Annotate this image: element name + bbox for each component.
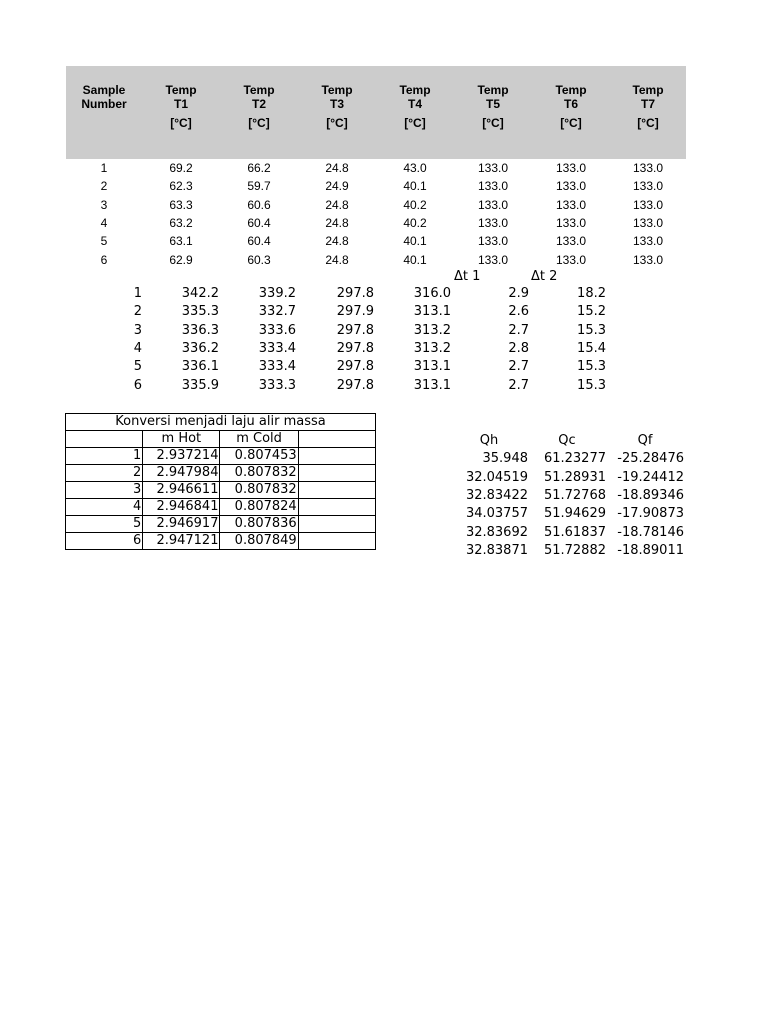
table-row [66,177,686,195]
cell: 60.4 [247,234,271,249]
cell: -18.89346 [617,488,684,504]
kelvin-delta-table [100,285,606,395]
cell: 313.1 [413,377,451,393]
cell: 0.807824 [220,499,298,516]
cell: 24.8 [325,252,349,267]
table-row [66,196,686,214]
cell: 133.0 [477,197,509,212]
cell [298,533,375,550]
table-row [100,303,606,321]
heat-q-table [450,432,684,560]
table-row [66,448,376,465]
cell: 342.2 [181,286,219,302]
table-row [100,285,606,303]
header-t6: Temp T6 [532,66,610,116]
cell: 6 [100,252,108,267]
cell: 133.0 [477,216,509,231]
table-row [66,516,376,533]
header-t4: Temp T4 [376,66,454,116]
table-row [100,376,606,394]
cell: 297.8 [336,359,374,375]
table-row [66,232,686,250]
cell: 133.0 [555,216,587,231]
cell: 63.1 [169,234,193,249]
cell: 63.3 [169,197,193,212]
cell: 333.4 [258,359,296,375]
cell: 0.807832 [220,482,298,499]
cell: 313.1 [413,304,451,320]
header-m-cold: m Cold [220,431,298,448]
cell [298,516,375,533]
cell: 51.61837 [543,524,606,540]
cell: 6 [66,533,143,550]
cell: 3 [66,482,143,499]
cell: 133.0 [632,161,664,176]
cell: 133.0 [555,234,587,249]
cell: 1 [133,286,142,302]
cell: 69.2 [169,161,193,176]
cell: 133.0 [477,179,509,194]
cell: -18.89011 [617,542,684,558]
cell [298,448,375,465]
table-row [66,533,376,550]
cell: 336.3 [181,322,219,338]
cell: 2.9 [508,286,529,302]
header-qf: Qf [637,433,653,449]
cell: 297.8 [336,341,374,357]
cell: 2.6 [508,304,529,320]
cell: 66.2 [247,161,271,176]
cell: 15.3 [577,322,606,338]
header-t7: Temp T7 [610,66,686,116]
cell: 32.83871 [465,542,528,558]
cell: 2.7 [508,322,529,338]
cell: 51.94629 [543,506,606,522]
cell [298,431,375,448]
cell: 133.0 [632,216,664,231]
header-qh: Qh [479,433,499,449]
cell: 0.807453 [220,448,298,465]
cell: 4 [66,499,143,516]
cell: -18.78146 [617,524,684,540]
table-row [66,465,376,482]
cell: 2.8 [508,341,529,357]
cell: 133.0 [632,252,664,267]
cell: 313.1 [413,359,451,375]
cell: 133.0 [477,234,509,249]
header-t2: Temp T2 [220,66,298,116]
cell: 62.9 [169,252,193,267]
cell [298,499,375,516]
mass-flow-table [65,413,376,550]
cell: 297.8 [336,286,374,302]
cell: 297.8 [336,377,374,393]
cell: 24.8 [325,197,349,212]
cell: 24.8 [325,161,349,176]
cell: 133.0 [555,197,587,212]
header-m-hot: m Hot [143,431,220,448]
cell: 1 [66,448,143,465]
cell: 32.04519 [465,469,528,485]
table-row [450,469,684,487]
cell: 133.0 [477,161,509,176]
cell: 6 [133,377,142,393]
cell: 2.946841 [143,499,220,516]
cell: 2.7 [508,377,529,393]
table-row [450,542,684,560]
header-sample: Sample Number [66,66,142,116]
cell: 2.946611 [143,482,220,499]
cell: 40.2 [403,216,427,231]
cell: 51.28931 [543,469,606,485]
cell [66,431,143,448]
header-t1: Temp T1 [142,66,220,116]
header-t3: Temp T3 [298,66,376,116]
header-t5: Temp T5 [454,66,532,116]
cell: 5 [133,359,142,375]
cell: 4 [100,216,108,231]
cell: 0.807849 [220,533,298,550]
cell: 15.2 [577,304,606,320]
cell: 133.0 [632,197,664,212]
cell [298,465,375,482]
cell: 133.0 [555,179,587,194]
cell: 60.6 [247,197,271,212]
cell: 333.4 [258,341,296,357]
unit-t6: [°C] [532,116,610,159]
cell: 40.1 [403,179,427,194]
table-row [66,482,376,499]
cell: 339.2 [258,286,296,302]
cell: 313.2 [413,322,451,338]
cell: 2 [100,179,108,194]
cell: 24.8 [325,234,349,249]
cell: 3 [100,197,108,212]
cell: 2.946917 [143,516,220,533]
cell: 62.3 [169,179,193,194]
unit-t2: [°C] [220,116,298,159]
cell: 15.3 [577,377,606,393]
cell: 133.0 [632,234,664,249]
cell [298,482,375,499]
cell: 0.807832 [220,465,298,482]
table-row [100,358,606,376]
cell: 133.0 [477,252,509,267]
cell: 0.807836 [220,516,298,533]
cell: 335.3 [181,304,219,320]
cell: 15.4 [577,341,606,357]
cell: -25.28476 [617,451,684,467]
cell: 2.937214 [143,448,220,465]
cell: 2 [66,465,143,482]
cell: 35.948 [482,451,528,467]
cell: 40.2 [403,197,427,212]
cell: -19.24412 [617,469,684,485]
cell: 43.0 [403,161,427,176]
cell: 51.72882 [543,542,606,558]
unit-t4: [°C] [376,116,454,159]
header-qc: Qc [558,433,576,449]
cell: 297.8 [336,322,374,338]
cell: 63.2 [169,216,193,231]
cell: 336.2 [181,341,219,357]
cell: 5 [66,516,143,533]
cell: -17.90873 [617,506,684,522]
cell: 60.3 [247,252,271,267]
table-row [450,523,684,541]
cell: 18.2 [577,286,606,302]
unit-t7: [°C] [610,116,686,159]
cell: 133.0 [555,252,587,267]
table-row [66,250,686,268]
cell: 1 [100,161,108,176]
cell: 34.03757 [465,506,528,522]
cell: 332.7 [258,304,296,320]
table-row [450,450,684,468]
table-row [100,322,606,340]
unit-sample [66,116,142,159]
cell: 2.7 [508,359,529,375]
cell: 333.3 [258,377,296,393]
unit-t3: [°C] [298,116,376,159]
cell: 40.1 [403,234,427,249]
cell: 51.72768 [543,488,606,504]
cell: 297.9 [336,304,374,320]
cell: 316.0 [413,286,451,302]
delta-t2-label: Δt 2 [531,269,558,284]
cell: 333.6 [258,322,296,338]
table-row [66,214,686,232]
cell: 32.83422 [465,488,528,504]
cell: 336.1 [181,359,219,375]
cell: 3 [133,322,142,338]
cell: 313.2 [413,341,451,357]
cell: 2.947984 [143,465,220,482]
cell: 2 [133,304,142,320]
cell: 40.1 [403,252,427,267]
unit-t1: [°C] [142,116,220,159]
delta-t1-label: Δt 1 [454,269,481,284]
unit-t5: [°C] [454,116,532,159]
cell: 32.83692 [465,524,528,540]
cell: 133.0 [555,161,587,176]
cell: 60.4 [247,216,271,231]
table-row [66,159,686,177]
cell: 59.7 [247,179,271,194]
table-row [100,340,606,358]
mass-flow-title: Konversi menjadi laju alir massa [66,414,376,431]
table-row [450,487,684,505]
cell: 24.9 [325,179,349,194]
cell: 5 [100,234,108,249]
cell: 4 [133,341,142,357]
cell: 61.23277 [543,451,606,467]
cell: 335.9 [181,377,219,393]
temperature-data-table [66,66,686,269]
table-row [450,505,684,523]
table-row [66,499,376,516]
cell: 24.8 [325,216,349,231]
cell: 2.947121 [143,533,220,550]
cell: 15.3 [577,359,606,375]
cell: 133.0 [632,179,664,194]
